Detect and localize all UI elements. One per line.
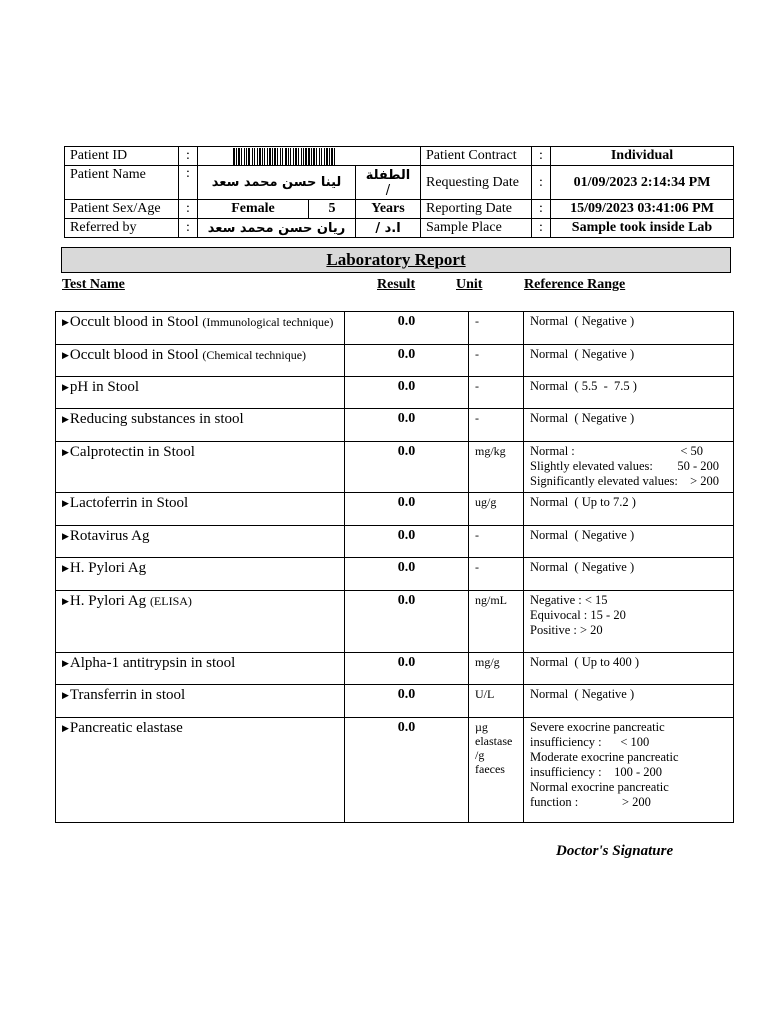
test-name: Reducing substances in stool [69, 411, 244, 427]
bullet-arrow-icon: ▶ [62, 447, 69, 457]
test-technique: (ELISA) [149, 594, 192, 608]
test-reference-range [524, 653, 734, 685]
test-result: 0.0 [345, 409, 469, 442]
reference-value: 50 - 200 [677, 459, 719, 473]
bullet-arrow-icon: ▶ [62, 382, 69, 392]
reference-line: Equivocal : 15 - 20 [530, 608, 626, 622]
referred-by-title: ا.د / [356, 219, 421, 238]
test-reference-range [524, 591, 734, 653]
test-unit: - [469, 312, 524, 345]
barcode-bar [246, 148, 247, 165]
reference-value: > 200 [690, 474, 719, 488]
barcode-bar [334, 148, 335, 165]
patient-sex-value: Female [198, 200, 309, 219]
test-row [56, 442, 734, 493]
reference-line: Normal ( Up to 7.2 ) [530, 495, 636, 509]
test-name-cell [56, 526, 345, 558]
bullet-arrow-icon: ▶ [62, 690, 69, 700]
barcode-bar [308, 148, 310, 165]
test-result: 0.0 [345, 653, 469, 685]
barcode-bar [277, 148, 278, 165]
test-row [56, 377, 734, 409]
patient-name-value: لينا حسن محمد سعد [198, 166, 356, 200]
barcode-bar [236, 148, 237, 165]
barcode-bar [311, 148, 312, 165]
test-result: 0.0 [345, 312, 469, 345]
test-row [56, 409, 734, 442]
barcode-bar [248, 148, 250, 165]
reference-line: Normal ( Negative ) [530, 314, 635, 328]
barcode-bar [269, 148, 271, 165]
test-reference-range [524, 312, 734, 345]
barcode-icon [233, 148, 385, 165]
test-row [56, 345, 734, 377]
test-technique: (Chemical technique) [202, 348, 307, 362]
test-name: Pancreatic elastase [69, 720, 183, 736]
bullet-arrow-icon: ▶ [62, 531, 69, 541]
barcode-bar [285, 148, 287, 165]
sample-place-label: Sample Place [421, 219, 532, 238]
test-name-cell [56, 442, 345, 493]
test-reference-range [524, 685, 734, 718]
reference-line: insufficiency : 100 - 200 [530, 765, 663, 779]
test-row [56, 526, 734, 558]
reference-line [530, 444, 727, 459]
test-row [56, 591, 734, 653]
barcode-bar [259, 148, 261, 165]
test-name-cell [56, 718, 345, 823]
test-result: 0.0 [345, 591, 469, 653]
report-title: Laboratory Report [61, 247, 731, 273]
test-name-cell [56, 685, 345, 718]
test-result: 0.0 [345, 377, 469, 409]
referred-by-value: ريان حسن محمد سعد [198, 219, 356, 238]
test-reference-range [524, 493, 734, 526]
barcode-bar [331, 148, 333, 165]
barcode-bar [324, 148, 325, 165]
barcode-bar [254, 148, 255, 165]
patient-id-barcode [198, 147, 421, 166]
bullet-arrow-icon: ▶ [62, 723, 69, 733]
barcode-bar [303, 148, 304, 165]
reference-label: Significantly elevated values: [530, 474, 678, 488]
reporting-date-value: 15/09/2023 03:41:06 PM [551, 200, 734, 219]
test-result: 0.0 [345, 493, 469, 526]
test-result: 0.0 [345, 442, 469, 493]
test-name: Occult blood in Stool [69, 314, 199, 330]
reference-line: Severe exocrine pancreatic [530, 720, 665, 734]
test-unit: ug/g [469, 493, 524, 526]
test-reference-range [524, 718, 734, 823]
test-unit: µg elastase /g faeces [469, 718, 524, 823]
bullet-arrow-icon: ▶ [62, 414, 69, 424]
reference-line: Positive : > 20 [530, 623, 603, 637]
test-result: 0.0 [345, 685, 469, 718]
test-unit: mg/kg [469, 442, 524, 493]
sample-place-value: Sample took inside Lab [551, 219, 734, 238]
test-reference-range [524, 526, 734, 558]
reference-line [530, 474, 727, 489]
test-name: H. Pylori Ag [69, 593, 147, 609]
patient-sex-age-label: Patient Sex/Age [65, 200, 179, 219]
patient-info-table: Patient ID : Patient Contract : Individual Patient Name : لينا حسن محمد سعد الطفلة / Requesting Date : 01/09/2023 2:14:34 PM Patient Sex/Age : Female 5 Years Reporting Date : 15/09/2023 03:41:06 PM Referred by : ريان حسن محمد سعد ا.د / Sample Place : Sample took inside Lab [64, 146, 734, 238]
test-name-cell [56, 493, 345, 526]
test-unit: - [469, 345, 524, 377]
reference-line: insufficiency : < 100 [530, 735, 650, 749]
test-row [56, 685, 734, 718]
test-row [56, 312, 734, 345]
test-name-cell [56, 312, 345, 345]
barcode-bar [274, 148, 276, 165]
reference-line: Normal ( Negative ) [530, 687, 635, 701]
test-unit: mg/g [469, 653, 524, 685]
bullet-arrow-icon: ▶ [62, 498, 69, 508]
test-unit: - [469, 558, 524, 591]
reference-line: Normal ( Negative ) [530, 411, 635, 425]
test-result: 0.0 [345, 558, 469, 591]
reference-line: Normal exocrine pancreatic [530, 780, 669, 794]
patient-title: الطفلة / [356, 166, 421, 200]
barcode-bar [272, 148, 273, 165]
barcode-bar [233, 148, 235, 165]
barcode-bar [264, 148, 265, 165]
patient-name-label: Patient Name [65, 166, 179, 200]
reference-line: Normal ( Up to 400 ) [530, 655, 640, 669]
test-reference-range [524, 377, 734, 409]
test-row [56, 493, 734, 526]
test-unit: - [469, 409, 524, 442]
reference-label: Slightly elevated values: [530, 459, 653, 473]
col-header-reference-range: Reference Range [524, 277, 626, 292]
barcode-bar [319, 148, 320, 165]
test-name-cell [56, 377, 345, 409]
test-unit: - [469, 526, 524, 558]
barcode-bar [316, 148, 317, 165]
test-name-cell [56, 345, 345, 377]
barcode-bar [257, 148, 258, 165]
test-reference-range [524, 409, 734, 442]
reference-line: Normal ( Negative ) [530, 347, 635, 361]
test-reference-range [524, 558, 734, 591]
reference-line: Negative : < 15 [530, 593, 608, 607]
test-unit: - [469, 377, 524, 409]
barcode-bar [301, 148, 302, 165]
test-reference-range [524, 442, 734, 493]
requesting-date-value: 01/09/2023 2:14:34 PM [551, 166, 734, 200]
bullet-arrow-icon: ▶ [62, 658, 69, 668]
barcode-bar [326, 148, 328, 165]
test-row [56, 718, 734, 823]
patient-contract-value: Individual [551, 147, 734, 166]
test-result: 0.0 [345, 526, 469, 558]
bullet-arrow-icon: ▶ [62, 317, 69, 327]
col-header-test-name: Test Name [62, 277, 125, 292]
test-name: Transferrin in stool [69, 687, 186, 703]
test-name-cell [56, 653, 345, 685]
barcode-bar [295, 148, 297, 165]
test-name-cell [56, 558, 345, 591]
patient-contract-label: Patient Contract [421, 147, 532, 166]
test-name: Occult blood in Stool [69, 347, 199, 363]
test-name: pH in Stool [69, 379, 140, 395]
patient-id-label: Patient ID [65, 147, 179, 166]
requesting-date-label: Requesting Date [421, 166, 532, 200]
referred-by-label: Referred by [65, 219, 179, 238]
barcode-bar [329, 148, 330, 165]
doctor-signature: Doctor's Signature [556, 843, 674, 859]
col-header-unit: Unit [456, 277, 483, 292]
reference-line: function : > 200 [530, 795, 651, 809]
test-name: Rotavirus Ag [69, 528, 150, 544]
test-reference-range [524, 345, 734, 377]
barcode-bar [298, 148, 299, 165]
reference-line: Normal ( Negative ) [530, 560, 635, 574]
results-table [55, 311, 734, 823]
barcode-bar [282, 148, 283, 165]
bullet-arrow-icon: ▶ [62, 563, 69, 573]
barcode-bar [280, 148, 281, 165]
col-header-result: Result [377, 277, 416, 292]
test-name: Alpha-1 antitrypsin in stool [69, 655, 236, 671]
patient-age-unit: Years [356, 200, 421, 219]
test-technique: (Immunological technique) [202, 315, 334, 329]
barcode-bar [288, 148, 289, 165]
barcode-bar [241, 148, 242, 165]
barcode-bar [293, 148, 294, 165]
barcode-bar [267, 148, 268, 165]
reference-value: < 50 [680, 444, 703, 458]
barcode-bar [244, 148, 245, 165]
test-name-cell [56, 409, 345, 442]
reference-line: Normal ( 5.5 - 7.5 ) [530, 379, 637, 393]
reference-line: Moderate exocrine pancreatic [530, 750, 679, 764]
barcode-bar [290, 148, 291, 165]
barcode-bar [321, 148, 322, 165]
barcode-bar [262, 148, 263, 165]
test-unit: U/L [469, 685, 524, 718]
barcode-bar [238, 148, 240, 165]
bullet-arrow-icon: ▶ [62, 350, 69, 360]
test-unit: ng/mL [469, 591, 524, 653]
test-result: 0.0 [345, 718, 469, 823]
reporting-date-label: Reporting Date [421, 200, 532, 219]
bullet-arrow-icon: ▶ [62, 596, 69, 606]
barcode-bar [305, 148, 307, 165]
reference-label: Normal : [530, 444, 575, 458]
test-result: 0.0 [345, 345, 469, 377]
barcode-bar [252, 148, 253, 165]
test-row [56, 558, 734, 591]
test-name-cell [56, 591, 345, 653]
test-name: H. Pylori Ag [69, 560, 147, 576]
test-name: Lactoferrin in Stool [69, 495, 189, 511]
test-row [56, 653, 734, 685]
test-name: Calprotectin in Stool [69, 444, 195, 460]
reference-line: Normal ( Negative ) [530, 528, 635, 542]
reference-line [530, 459, 727, 474]
patient-age-value: 5 [309, 200, 356, 219]
barcode-bar [313, 148, 315, 165]
